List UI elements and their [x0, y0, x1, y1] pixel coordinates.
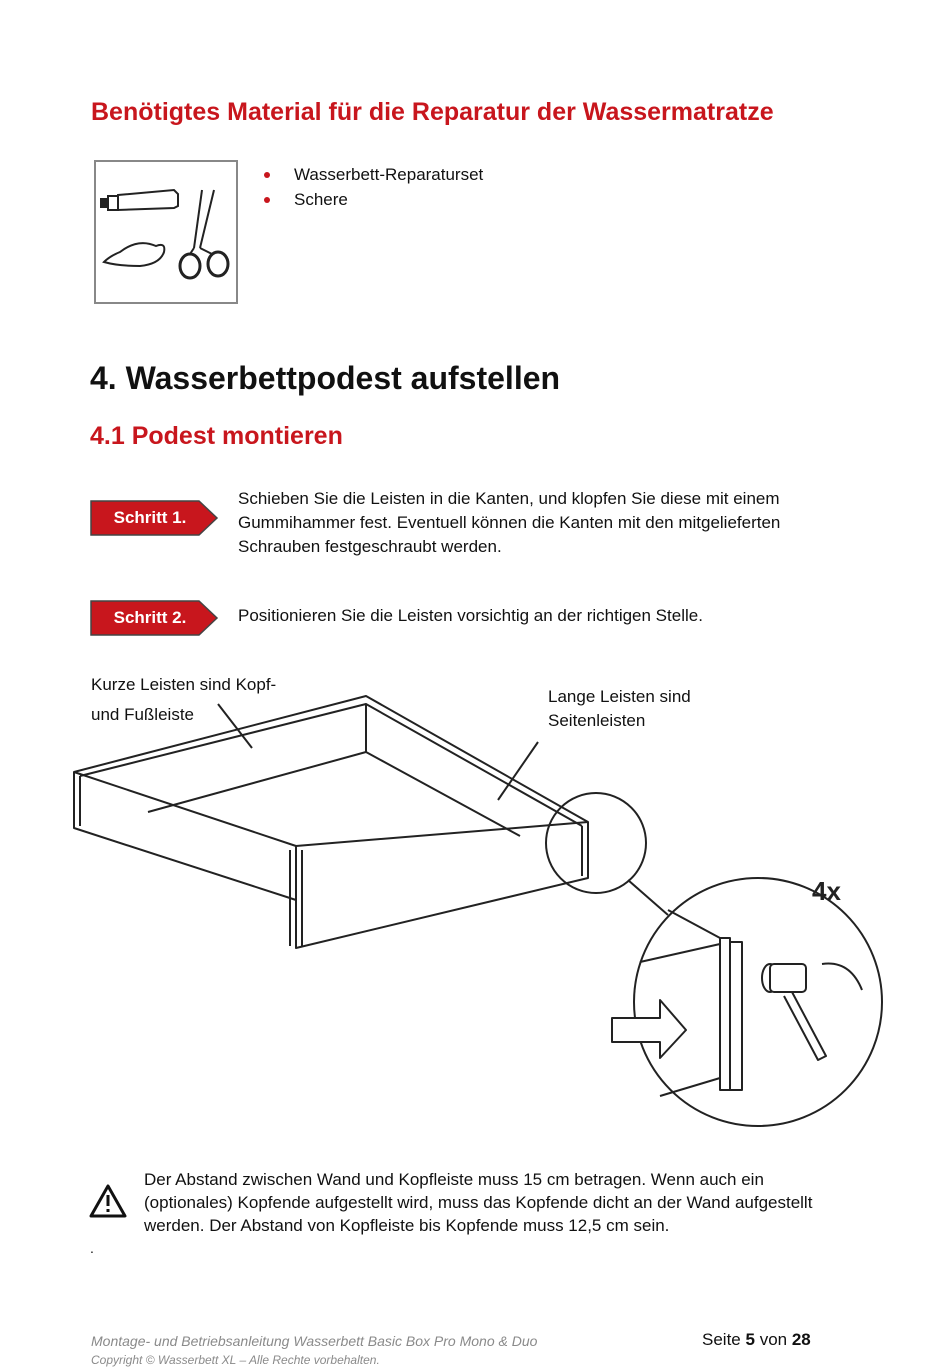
step-1-badge — [89, 499, 219, 537]
step-2-text: Positionieren Sie die Leisten vorsichtig an der richtigen Stelle. — [238, 606, 703, 625]
footer-manual-title: Montage- und Betriebsanleitung Wasserbett Basic Box Pro Mono & Duo — [91, 1333, 538, 1349]
page-number — [702, 1330, 811, 1350]
footer-copyright: Copyright © Wasserbett XL – Alle Rechte vorbehalten. — [91, 1353, 380, 1367]
step-1-text: Schieben Sie die Leisten in die Kanten, und klopfen Sie diese mit einem Gummihammer fest. Eventuell können die Kanten mit den mitgelieferten Schrauben festgeschraubt werden. — [238, 489, 781, 556]
material-list-item: Wasserbett-Reparaturset — [262, 162, 483, 187]
material-heading: Benötigtes Material für die Reparatur der Wassermatratze — [91, 98, 774, 126]
label-short-boards — [91, 670, 311, 730]
step-2-label: Schritt 2. — [113, 608, 187, 627]
page-of: von — [759, 1330, 788, 1349]
section-heading: 4.1 Podest montieren — [90, 422, 343, 450]
label-short-line: Kurze Leisten sind Kopf- — [91, 675, 277, 694]
step-2-badge — [89, 599, 219, 637]
warning-text: Der Abstand zwischen Wand und Kopfleiste muss 15 cm betragen. Wenn auch ein (optionales) Kopfende aufgestellt wird, muss das Kopfende dicht an der Wand aufgestellt werden. Der Abstand von Kopfleiste bis Kopfende muss 12,5 cm sein. — [144, 1170, 813, 1235]
quantity-label: 4x — [812, 876, 841, 906]
step-1-label: Schritt 1. — [113, 508, 187, 527]
warning-icon — [88, 1183, 128, 1219]
material-list — [262, 162, 483, 212]
page-prefix: Seite — [702, 1330, 741, 1349]
chapter-heading: 4. Wasserbettpodest aufstellen — [90, 360, 561, 396]
page-total: 28 — [791, 1330, 811, 1349]
repair-kit-image — [94, 160, 238, 304]
podest-assembly-illustration — [0, 660, 950, 1130]
repair-kit-illustration — [94, 160, 238, 304]
label-long-boards: Lange Leisten sind Seitenleisten — [548, 687, 691, 730]
material-list-item: Schere — [262, 187, 483, 212]
podest-frame-drawing — [0, 660, 950, 1130]
stray-dot: . — [90, 1240, 94, 1256]
label-short-line: und Fußleiste — [91, 705, 194, 724]
page-current: 5 — [745, 1330, 755, 1349]
